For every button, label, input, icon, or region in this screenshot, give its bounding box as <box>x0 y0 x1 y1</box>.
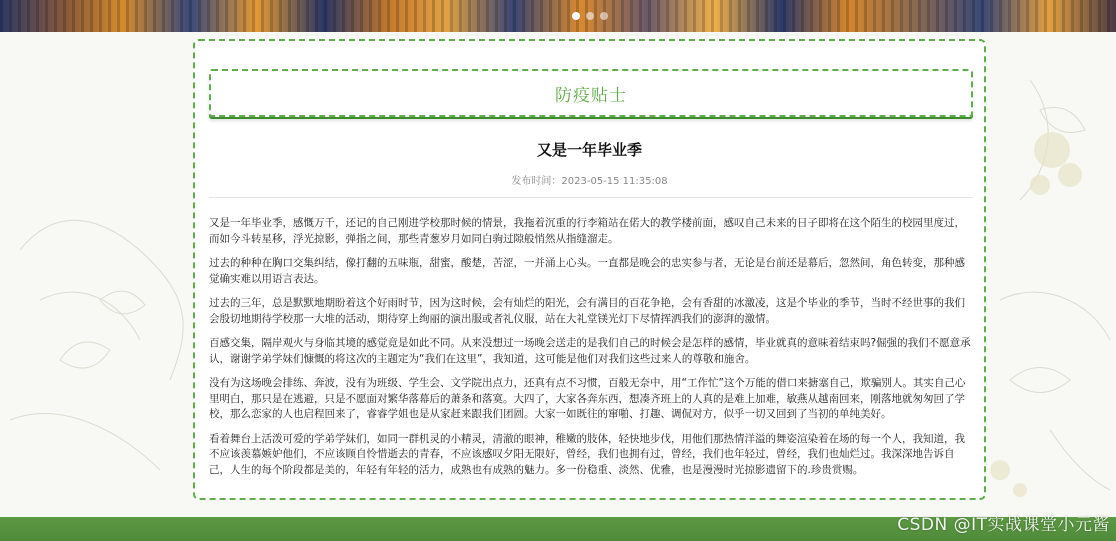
notice-header <box>209 69 973 117</box>
notice-title: 防疫贴士 <box>555 85 627 106</box>
publish-time: 2023-05-15 11:35:08 <box>561 176 668 187</box>
paragraph: 过去的种种在胸口交集纠结，像打翻的五味瓶，甜蜜，酸楚，苦涩，一并涌上心头。一直都是晚会的忠实参与者，无论是台前还是幕后，忽然间，角色转变，那种感觉确实难以用语言表达。 <box>209 257 965 285</box>
article-card <box>193 39 986 500</box>
paragraph: 百感交集，隔岸观火与身临其境的感觉竟是如此不同。从来没想过一场晚会送走的是我们自己的时候会是怎样的感情，毕业就真的意味着结束吗?倔强的我们不愿意承认，谢谢学弟学妹们慷慨的将这次的主题定为“我们在这里”，我知道，这可能是他们对我们这些过来人的尊敬和施舍。 <box>209 337 971 365</box>
carousel-dot-3[interactable] <box>600 12 608 20</box>
paragraph: 过去的三年，总是默默地期盼着这个好雨时节，因为这时候，会有灿烂的阳光，会有满目的百花争艳，会有香甜的冰激凌，这是个毕业的季节，当时不经世事的我们会殷切地期待学校那一大堆的活动，期待穿上绚丽的演出服或者礼仪服，站在大礼堂镁光灯下尽情挥洒我们的澎湃的激情。 <box>209 297 965 325</box>
article-body <box>209 216 973 487</box>
article-title: 又是一年毕业季 <box>536 141 642 159</box>
paragraph: 看着舞台上活泼可爱的学弟学妹们，如同一群机灵的小精灵，清澈的眼神，稚嫩的肢体，轻快地步伐，用他们那热情洋溢的舞姿渲染着在场的每一个人，我知道，我不应该羡慕嫉妒他们，不应该顾自怜惜逝去的青春，不应该感叹夕阳无限好，曾经，我们也拥有过，曾经，我们也年轻过，曾经，我们也灿烂过。我深深地告诉自己，人生的每个阶段都是美的，年轻有年轻的活力，成熟也有成熟的魅力。多一份稳重、淡然、优雅，也是漫漫时光掠影遗留下的.珍贵赏赐。 <box>209 432 965 476</box>
carousel-dot-2[interactable] <box>586 12 594 20</box>
watermark: CSDN @IT实战课堂小元酱 <box>897 515 1110 535</box>
carousel-dot-1[interactable] <box>572 12 580 20</box>
carousel-banner[interactable] <box>0 0 1116 32</box>
carousel-indicators <box>572 12 608 20</box>
paragraph: 没有为这场晚会排练、奔波，没有为班级、学生会、文学院出点力，还真有点不习惯，百般无奈中，用“工作忙”这个万能的借口来搪塞自己，欺骗别人。其实自己心里明白，那只是在逃避，只是不愿面对繁华落幕后的萧条和落寞。大四了，大家各奔东西，想凑齐班上的人真的是难上加难，敏燕从越南回来，刚落地就匆匆回了学校，那么恋家的人也启程回来了，睿睿学姐也是从家赶来跟我们团圆。大家一如既往的窜啪、打趣、调侃对方，似乎一切又回到了当初的单纯美好。 <box>209 377 966 420</box>
publish-info <box>195 172 984 187</box>
publish-label: 发布时间： <box>511 176 562 187</box>
paragraph: 又是一年毕业季，感慨万千，还记的自己刚进学校那时候的情景，我拖着沉重的行李箱站在偌大的教学楼前面，感叹自己未来的日子即将在这个陌生的校园里度过，而如今斗转星移，浮光掠影，弹指之间，那些青葱岁月如同白驹过隙般悄然从指缝溜走。 <box>209 217 965 245</box>
divider <box>209 197 973 198</box>
